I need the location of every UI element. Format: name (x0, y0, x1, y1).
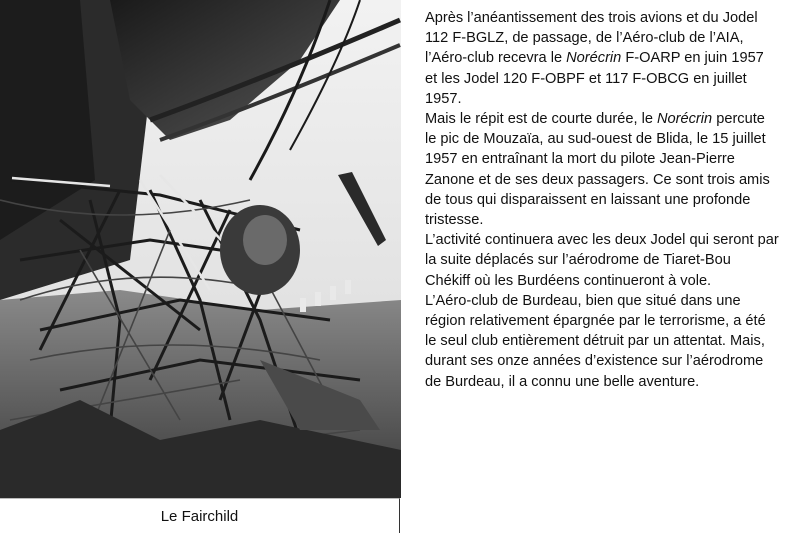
paragraph-4: L’Aéro-club de Burdeau, bien que situé dans une région relativement épargnée par le terrorisme, a été le seul club entièrement détruit par un attentat. Mais, durant ses onze années d’existence sur l’aérodrome de Burdeau, il a connu une belle aventure. (425, 292, 766, 390)
wreckage-photo (0, 0, 401, 498)
aircraft-name-norecrin: Norécrin (657, 111, 713, 128)
paragraph-2 (425, 109, 780, 230)
photo-caption-text: Le Fairchild (160, 507, 239, 525)
paragraph-1-part-c: F-OARP en juin 1957 et les Jodel 120 F-OBPF et 117 F-OBCG en juillet 1957. (425, 50, 764, 107)
paragraph-1-part-a: Après l’anéantissement des trois avions et du Jodel 112 F-BGLZ, de passage, de l’Aéro-club de l’AIA, l’Aéro-club recevra le (425, 10, 758, 67)
paragraph-3: L’activité continuera avec les deux Jodel qui seront par la suite déplacés sur l’aérodrome de Tiaret-Bou Chékiff où les Burdéens continueront à vole. (425, 232, 779, 289)
paragraph-1 (425, 8, 780, 109)
article-text (425, 8, 780, 392)
paragraph-2-part-a: Mais le répit est de courte durée, le (425, 111, 657, 128)
aircraft-name-norecrin: Norécrin (566, 50, 622, 67)
photo-caption (0, 498, 400, 533)
paragraph-2-part-c: percute le pic de Mouzaïa, au sud-ouest de Blida, le 15 juillet 1957 en entraînant la mort du pilote Jean-Pierre Zanone et de ses deux passagers. Ce sont trois amis de tous qui disparaissent en laissant une profonde tristesse. (425, 111, 770, 229)
